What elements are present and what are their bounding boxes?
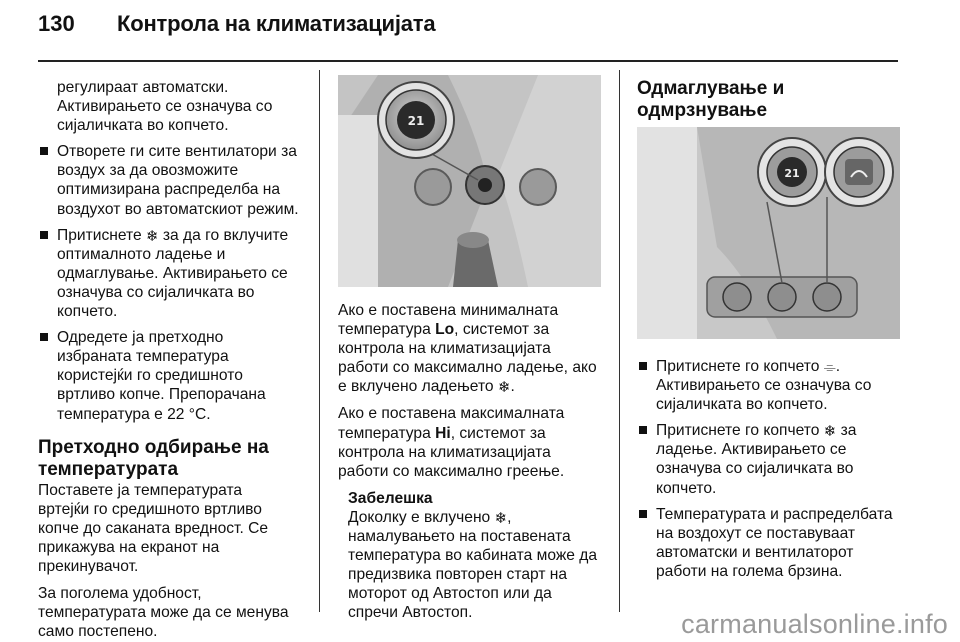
climate-control-photo (338, 75, 601, 287)
bullet-square (639, 426, 647, 434)
section-title-temperature: Претходно одбирање на температурата (38, 436, 269, 480)
temperature-display: 21 (407, 114, 425, 128)
column-divider-right (619, 70, 620, 612)
bullet-set-temperature: Одредете ја претходно избраната температура користејќи го средишното вртливо копче. Препорачана температура е 22 °C. (38, 328, 310, 423)
lo-setting: Lo (435, 321, 455, 339)
bullet-square (639, 362, 647, 370)
bullet-square (40, 147, 48, 155)
column-middle (338, 301, 610, 622)
column-left (38, 78, 310, 641)
column-divider-left (319, 70, 320, 612)
temperature-paragraph: Поставете ја температурата вртејќи го средишното вртливо копче до саканата вредност. Се прикажува на екранот на прекинувачот. (38, 481, 269, 575)
bullet-press-defrost: Притиснете го копчето ⌯. Активирањето се означува со сијаличката во копчето. (637, 357, 907, 414)
header-rule (38, 60, 898, 62)
hi-setting: Hi (435, 424, 451, 442)
section-title-defrost: Одмаглување и одмрзнување (637, 78, 907, 144)
watermark: carmanualsonline.info (681, 609, 948, 639)
snowflake-icon: ❄ (494, 509, 508, 527)
defrost-icon: ⌯ (823, 359, 836, 376)
bullet-open-vents: Отворете ги сите вентилатори за воздух за да овозможите оптимизирана распределба на воздухот во автоматскиот режим. (38, 142, 310, 218)
intro-paragraph: регулираат автоматски. Активирањето се означува со сијаличката во копчето. (57, 79, 273, 135)
minimum-temperature-paragraph: Ако е поставена минималната температура Lo, системот за контрола на климатизацијата работи со максимално ладење, ако е вклучено ладењето ❄. (338, 302, 597, 397)
snowflake-icon: ❄ (497, 379, 511, 397)
bullet-square (639, 510, 647, 518)
bullet-auto-distribution: Температурата и распределбата на воздохут се поставуваат автоматски и вентилаторот работи на голема брзина. (637, 505, 907, 581)
snowflake-icon: ❄ (823, 423, 837, 441)
snowflake-icon: ❄ (145, 227, 159, 245)
note-block: Забелешка Доколку е вклучено ❄, намалувањето на поставената температура во кабината може да предизвика повторен старт на моторот од Автостоп или да спречи Автостоп. (338, 489, 610, 623)
column-right-bullets (637, 350, 907, 581)
bullet-press-cooling: Притиснете ❄ за да го вклучите оптималното ладење и одмаглување. Активирањето се означува со сијаличката во копчето. (38, 226, 310, 321)
bullet-square (40, 333, 48, 341)
comfort-paragraph: За поголема удобност, температурата може да се менува само постепено. (38, 585, 289, 641)
defrost-buttons-photo (637, 127, 900, 339)
maximum-temperature-paragraph: Ако е поставена максималната температура Hi, системот за контрола на климатизацијата работи со максимално греење. (338, 405, 565, 480)
note-title: Забелешка (348, 489, 433, 507)
bullet-square (40, 231, 48, 239)
page-title: Контрола на климатизацијата (117, 11, 436, 36)
page-number: 130 (38, 11, 75, 36)
temperature-display: 21 (784, 167, 800, 180)
bullet-press-cooling-button: Притиснете го копчето ❄ за ладење. Активирањето се означува со сијаличката во копчето. (637, 421, 907, 497)
